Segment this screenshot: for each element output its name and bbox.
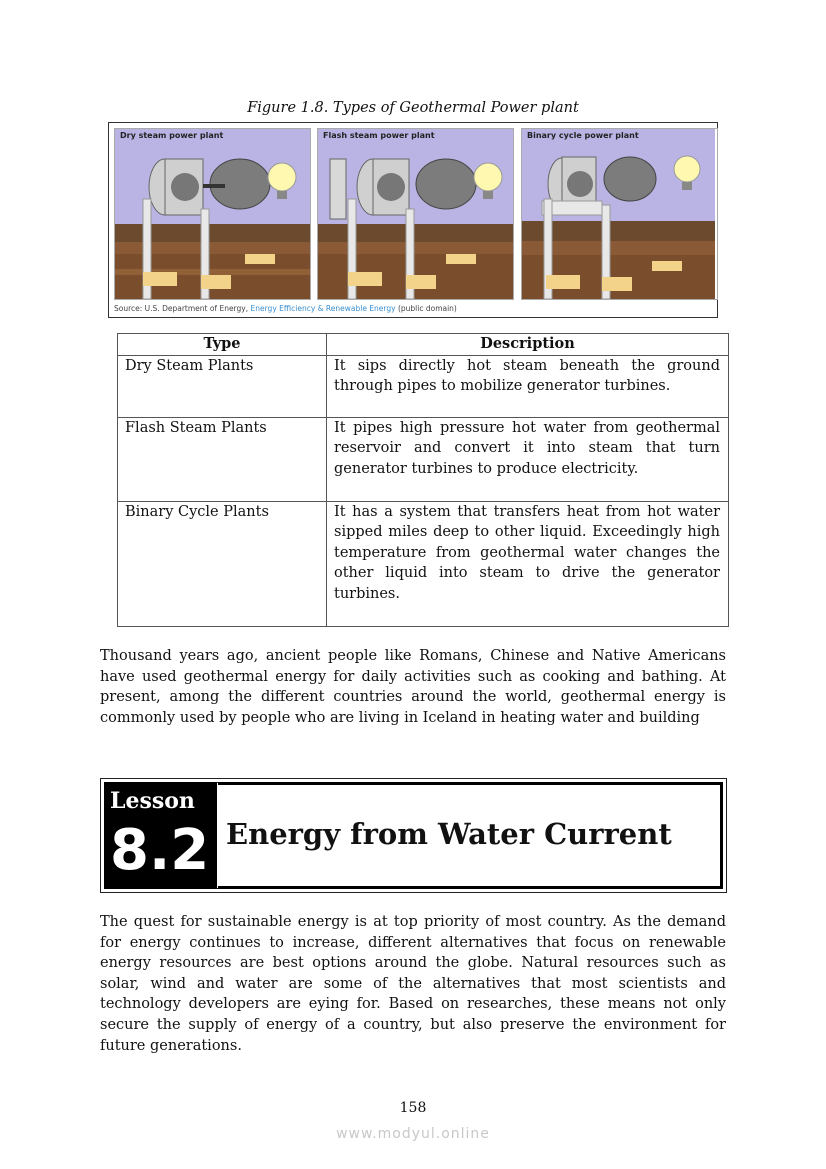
flash-steam-illustration bbox=[318, 129, 514, 300]
description-cell: It pipes high pressure hot water from geothermal reservoir and convert it into steam that turn generator turbines to produce electricity. bbox=[327, 417, 729, 501]
lesson-title: Energy from Water Current bbox=[226, 817, 672, 851]
figure-caption: Figure 1.8. Types of Geothermal Power plant bbox=[247, 100, 579, 116]
source-prefix: Source: U.S. Department of Energy, bbox=[114, 304, 249, 313]
table-row bbox=[118, 355, 729, 417]
lesson-title-frame bbox=[218, 782, 723, 889]
lesson-number: 8.2 bbox=[110, 818, 210, 883]
type-cell: Flash Steam Plants bbox=[118, 417, 327, 501]
figure-source bbox=[114, 304, 457, 313]
table-row bbox=[118, 501, 729, 626]
binary-cycle-illustration bbox=[522, 129, 715, 300]
header-description: Description bbox=[327, 334, 729, 356]
source-link[interactable]: Energy Efficiency & Renewable Energy bbox=[250, 304, 396, 313]
geothermal-types-table bbox=[117, 333, 729, 627]
lesson-paragraph: The quest for sustainable energy is at top priority of most country. As the demand for energy continues to increase, different alternatives that focus on renewable energy resources are best options around the globe. Natural resources such as solar, wind and water are some of the alternatives that most scientists and technology developers are eying for. Based on researches, these means not only secure the supply of energy of a country, but also preserve the environment for future generations. bbox=[100, 914, 726, 1054]
intro-paragraph: Thousand years ago, ancient people like Romans, Chinese and Native Americans have used geothermal energy for daily activities such as cooking and bathing. At present, among the different countries around the world, geothermal energy is commonly used by people who are living in Iceland in heating water and building bbox=[100, 648, 726, 726]
watermark: www.modyul.online bbox=[336, 1126, 490, 1142]
lesson-label: Lesson bbox=[110, 788, 195, 814]
flash-steam-diagram bbox=[317, 128, 514, 300]
binary-cycle-diagram bbox=[521, 128, 718, 300]
lesson-number-block bbox=[104, 782, 217, 889]
type-cell: Binary Cycle Plants bbox=[118, 501, 327, 626]
panel-title: Binary cycle power plant bbox=[527, 131, 639, 140]
panel-title: Flash steam power plant bbox=[323, 131, 435, 140]
panel-title: Dry steam power plant bbox=[120, 131, 224, 140]
header-type: Type bbox=[118, 334, 327, 356]
description-cell: It has a system that transfers heat from hot water sipped miles deep to other liquid. Exceedingly high temperature from geothermal water changes the other liquid into steam to drive the generator turbines. bbox=[327, 501, 729, 626]
source-suffix: (public domain) bbox=[397, 304, 457, 313]
page-number: 158 bbox=[399, 1100, 427, 1116]
geothermal-figure bbox=[108, 122, 718, 318]
dry-steam-diagram bbox=[114, 128, 311, 300]
lesson-banner bbox=[100, 778, 727, 893]
dry-steam-illustration bbox=[115, 129, 311, 300]
description-cell: It sips directly hot steam beneath the ground through pipes to mobilize generator turbines. bbox=[327, 355, 729, 417]
type-cell: Dry Steam Plants bbox=[118, 355, 327, 417]
table-row bbox=[118, 417, 729, 501]
table-header-row bbox=[118, 334, 729, 356]
